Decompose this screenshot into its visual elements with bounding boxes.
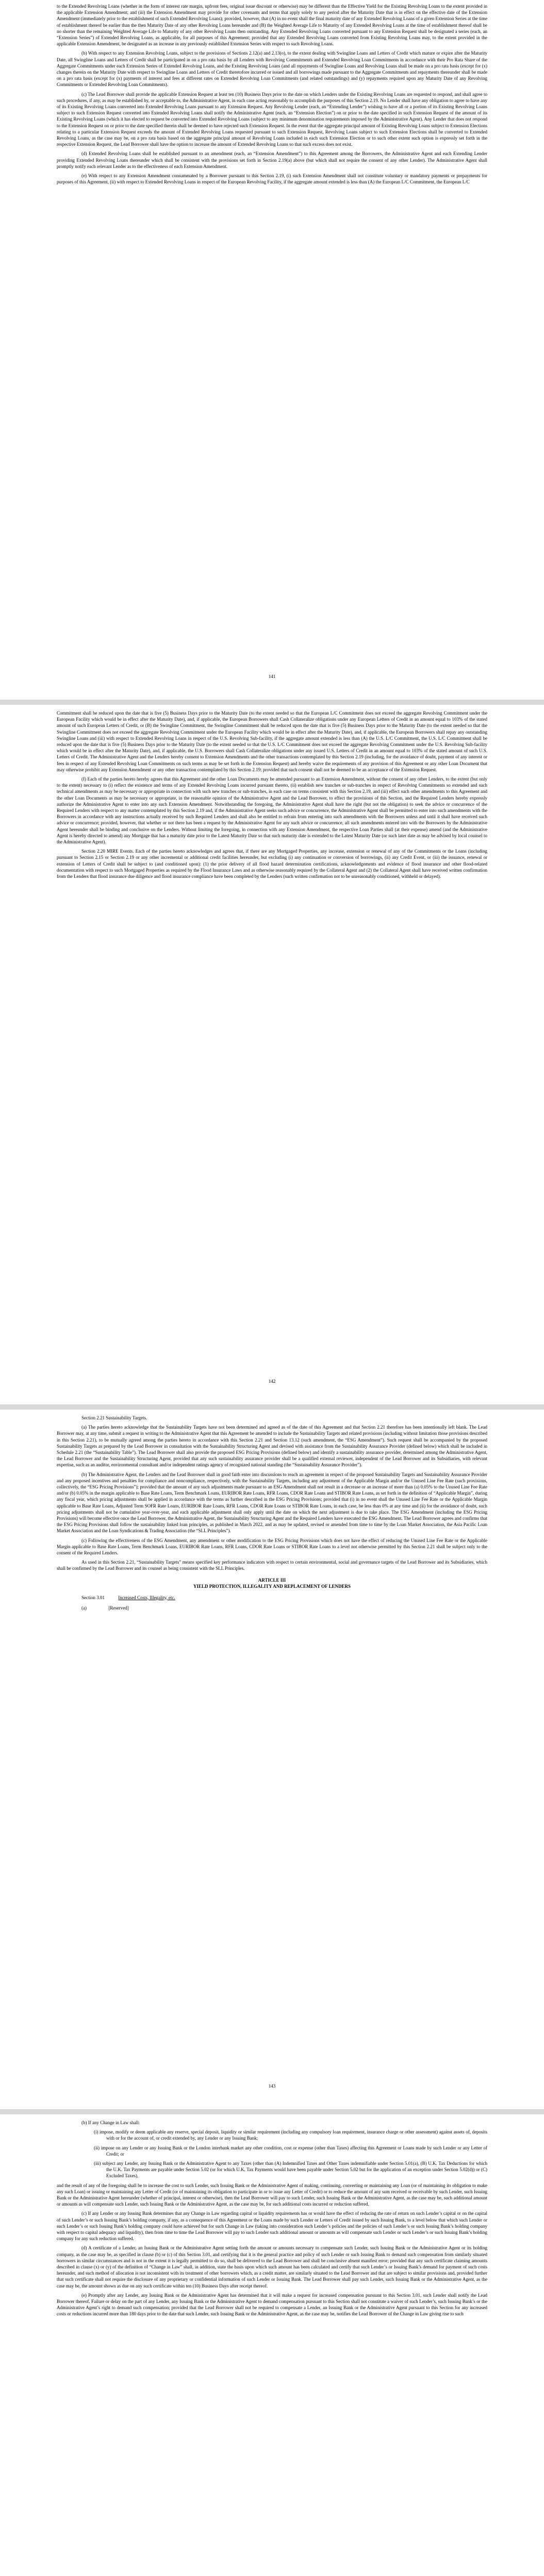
paragraph: and the result of any of the foregoing shall be to increase the cost to such Lender, such Issuing Bank or the Administrative Agent of making, continuing, converting or maintaining any Loan (or of maintaining its obligation to make any such Loan) or issuing or maintaining any Letter of Credit (or of maintaining its obligation to participate in or to issue any Letter of Credit) or to reduce the amount of any sum received or receivable by such Lender, such Issuing Bank or the Administrative Agent hereunder (whether of principal, interest or otherwise), then the Lead Borrower will pay to such Lender, such Issuing Bank or the Administrative Agent, as the case may be, such additional amount or amounts as will compensate such Lender, such Issuing Bank or the Administrative Agent, as the case may be, for such additional costs incurred or reduction suffered.: [57, 2182, 487, 2207]
clause-text: [Reserved]: [108, 1605, 129, 1611]
paragraph: (c) Following the effectiveness of the ESG Amendment, any amendment or other modification to the ESG Pricing Provisions which does not have the effect of reducing the Unused Line Fee Rate or the Applicable Margin applicable to Base Rate Loans, Term Benchmark Loans, EURIBOR Rate Loans, RFR Loans, CDOR Rate Loans or STIBOR Rate Loans to a level not otherwise permitted by this Section 2.21 shall be subject only to the consent of the Required Lenders.: [57, 1537, 487, 1556]
paragraph: (e) Promptly after any Lender, any Issuing Bank or the Administrative Agent has determined that it will make a request for increased compensation pursuant to this Section 3.01, such Lender shall notify the Lead Borrower thereof. Failure or delay on the part of any Lender, any Issuing Bank or the Administrative Agent to demand compensation pursuant to this Section shall not constitute a waiver of such Lender’s, such Issuing Bank’s or the Administrative Agent’s right to demand such compensation; provided that the Lead Borrower shall not be required to compensate a Lender, an Issuing Bank or the Administrative Agent pursuant to this Section for any increased costs or reductions incurred more than 180 days prior to the date that such Lender, such Issuing Bank or the Administrative Agent, as the case may be, notifies the Lead Borrower of the Change in Law giving rise to such: [57, 2292, 487, 2317]
paragraph: (a) The parties hereto acknowledge that the Sustainability Targets have not been determined and agreed as of the date of this Agreement and that Section 2.21 therefore has been intentionally left blank. The Lead Borrower may, at any time, submit a request in writing to the Administrative Agent that this Agreement be amended to include the Sustainability Targets and related provisions (including without limitation those provisions described in this Section 2.21), to be mutually agreed among the parties hereto in accordance with this Section 2.21 and Section 13.12 (such amendment, the “ESG Amendment”). Such request shall be accompanied by the proposed Sustainability Targets as prepared by the Lead Borrower in consultation with the Sustainability Structuring Agent and devised with assistance from the Sustainability Assurance Provider (defined below) which shall be included in Schedule 2.21 (the “Sustainability Table”). The Lead Borrower shall also provide the proposed ESG Pricing Provisions (defined below) and identify a sustainability assurance provider, determined among the Administrative Agent, the Lead Borrower and the Sustainability Structuring Agent, provided that any such sustainability assurance provider shall be a qualified external reviewer, independent of the Lead Borrower and its Subsidiaries, with relevant expertise, such as an auditor, environmental consultant and/or independent ratings agency of recognized national standing (the “Sustainability Assurance Provider”).: [57, 1425, 487, 1468]
article-subtitle: YIELD PROTECTION, ILLEGALITY AND REPLACEMENT OF LENDERS: [193, 1583, 351, 1589]
paragraph: to the Extended Revolving Loans (whether in the form of interest rate margin, upfront fees, original issue discount or otherwise) may be different than the Effective Yield for the Existing Revolving Loans to the extent provided in the applicable Extension Amendment; and (iii) the Extension Amendment may provide for other covenants and terms that apply solely to any period after the Maturity Date that is in effect on the effective date of the Extension Amendment (immediately prior to the establishment of such Extended Revolving Loans); provided, however, that (A) in no event shall the final maturity date of any Extended Revolving Loans of a given Extension Series at the time of establishment thereof be earlier than the then Maturity Date of any other Revolving Loans hereunder and (B) the Weighted Average Life to Maturity of any Extended Revolving Loans at the time of establishment thereof shall be no shorter than the remaining Weighted Average Life to Maturity of any other Revolving Loans then outstanding. Any Extended Revolving Loans converted pursuant to any Extension Request shall be designated a series (each, an “Extension Series”) of Extended Revolving Loans, as applicable, for all purposes of this Agreement; provided that any Extended Revolving Loans converted from Existing Revolving Loans may, to the extent provided in the applicable Extension Amendment, be designated as an increase in any previously established Extension Series with respect to such Revolving Loans.: [57, 4, 487, 47]
document-page: [0, 705, 544, 1404]
list-item: (ii) impose on any Lender or any Issuing Bank or the London interbank market any other condition, cost or expense (other than Taxes) affecting this Agreement or Loans made by such Lender or any Letter of Credit; or: [94, 2145, 487, 2157]
paragraph: (c) The Lead Borrower shall provide the applicable Extension Request at least ten (10) Business Days prior to the date on which Lenders under the Existing Revolving Loans are requested to respond, and shall agree to such procedures, if any, as may be established by, or acceptable to, the Administrative Agent, in each case acting reasonably to accomplish the purposes of this Section 2.19. No Lender shall have any obligation to agree to have any of its Existing Revolving Loans converted into Extended Revolving Loans pursuant to any Extension Request. Any Revolving Lender (each, an “Extending Lender”) wishing to have all or a portion of its Existing Revolving Loans subject to such Extension Request converted into Extended Revolving Loans shall notify the Administrative Agent (each, an “Extension Election”) on or prior to the date specified in such Extension Request of the amount of its Existing Revolving Loans (which it has elected to request be converted into Extended Revolving Loans (subject to any minimum denomination requirements imposed by the Administrative Agent). Any Lender that does not respond to the Extension Request on or prior to the date specified therein shall be deemed to have rejected such Extension Request. In the event that the aggregate principal amount of Existing Revolving Loans subject to Extension Elections relating to a particular Extension Request exceeds the amount of Extended Revolving Loans requested pursuant to such Extension Request, Revolving Loans subject to such Extension Elections shall be converted to Extended Revolving Loans, as the case may be, on a pro rata basis based on the aggregate principal amount of Revolving Loans included in each such Extension Election or to such other extent such option is expressly set forth in the respective Extension Request, the Lead Borrower shall have the option to increase the amount of Extended Revolving Loans so that such excess does not exist.: [57, 91, 487, 147]
paragraph: (c) If any Lender or any Issuing Bank determines that any Change in Law regarding capital or liquidity requirements has or would have the effect of reducing the rate of return on such Lender’s capital or on the capital of such Lender’s or such Issuing Bank’s holding company, if any, as a consequence of this Agreement or the Loans made by such Lender or Letters of Credit issued by such Issuing Bank, to a level below that which such Lender or such Lender’s or such Issuing Bank’s holding company could have achieved but for such Change in Law (taking into consideration such Lender’s policies and the policies of such Lender’s or such Issuing Bank’s holding company with respect to capital adequacy and liquidity), then from time to time the Lead Borrower will pay to such Lender such additional amount or amounts as will compensate such Lender or such Lender’s or such Issuing Bank’s holding company for any such reduction suffered.: [57, 2211, 487, 2242]
section-heading: [81, 1595, 487, 1601]
clause-label: (a): [81, 1605, 87, 1611]
clause-lead: (b) If any Change in Law shall:: [81, 2120, 140, 2125]
paragraph: (b) The Administrative Agent, the Lenders and the Lead Borrower shall in good faith enter into discussions to reach an agreement in respect of the proposed Sustainability Targets and Sustainability Assurance Provider and any proposed incentives and penalties for compliance and noncompliance, respectively, with the Sustainability Targets, including any adjustment of the Applicable Margin and/or the Unused Line Fee Rate (such provisions, collectively, the “ESG Pricing Provisions”); provided that the amount of any such adjustments made pursuant to an ESG Amendment shall not result in a decrease or an increase of more than (a) 0.05% to the Unused Line Fee Rate and/or (b) 0.05% in the margin applicable to Base Rate Loans, Term Benchmark Loans, EURIBOR Rate Loans, RFR Loans, CDOR Rate Loans and STIBOR Rate Loans, as set forth in the definition of “Applicable Margin”, during any fiscal year, which pricing adjustments shall be applied in accordance with the terms as further described in the ESG Pricing Provisions; provided that (i) in no event shall the Unused Line Fee Rate or the Applicable Margin applicable to Base Rate Loans, Adjusted Term SOFR Rate Loans, EURIBOR Rate Loans, RFR Loans, CDOR Rate Loans or STIBOR Rate Loans, in each case, be less than 0% at any time and (ii) for the avoidance of doubt, such pricing adjustments shall not be cumulative year-over-year, and each applicable adjustment shall only apply until the date on which the next adjustment is due to take place. The ESG Amendment (including the ESG Pricing Provisions) will become effective once the Lead Borrower, the Administrative Agent, the Sustainability Structuring Agent and the Required Lenders have executed the ESG Amendment. The Lead Borrower agrees and confirms that the ESG Pricing Provisions shall follow the sustainability linked loan principles, as published in March 2022, and as may be updated, revised or amended from time to time by the Loan Market Association, the Asia Pacific Loan Market Association and the Loan Syndications & Trading Association (the “SLL Principles”).: [57, 1471, 487, 1534]
list-item: (iii) subject any Lender, any Issuing Bank or the Administrative Agent to any Taxes (other than (A) Indemnified Taxes and Other Taxes indemnifiable under Section 5.01(a), (B) U.K. Tax Deductions for which the U.K. Tax Payments are payable under Section 5.02 (or for which U.K. Tax Payments would have been payable under Section 5.02 but for the application of an exception under Section 5.02(d)) or (C) Excluded Taxes),: [94, 2161, 487, 2179]
page-number: 143: [268, 2083, 276, 2089]
reserved-clause: [81, 1605, 487, 1611]
paragraph: (f) Each of the parties hereto hereby agrees that this Agreement and the other Loan Documents may be amended pursuant to an Extension Amendment, without the consent of any other Lenders, to the extent (but only to the extent) necessary to (i) reflect the existence and terms of any Extended Revolving Loans incurred pursuant thereto, (ii) establish new tranches or sub-tranches in respect of Revolving Commitments so extended and such technical amendments as may be necessary or appropriate in connection with such new tranches or sub-tranches, in each case on terms consistent with this Section 2.19, and (iii) effect such other amendments to this Agreement and the other Loan Documents as may be necessary or appropriate, in the reasonable opinion of the Administrative Agent and the Lead Borrower, to effect the provisions of this Section, and the Required Lenders hereby expressly authorize the Administrative Agent to enter into any such Extension Amendment. Notwithstanding the foregoing, the Administrative Agent shall have the right (but not the obligation) to seek the advice or concurrence of the Required Lenders with respect to any matter contemplated by this Section 2.19 and, if the Administrative Agent seeks such advice or concurrence, the Administrative Agent shall be permitted to enter into such amendments with the Borrowers in accordance with any instructions actually received by such Required Lenders and shall also be entitled to refrain from entering into such amendments with the Borrowers unless and until it shall have received such advice or concurrence; provided, however, that whether or not there has been a request by the Administrative Agent for any such advice or concurrence, all such amendments entered into with the Borrowers by the Administrative Agent hereunder shall be binding and conclusive on the Lenders. Without limiting the foregoing, in connection with any Extension Amendment, the respective Loan Parties shall (at their expense) amend (and the Administrative Agent is hereby directed to amend) any Mortgage that has a maturity date prior to the Latest Maturity Date so that such maturity date is extended to the Latest Maturity Date (or such later date as may be advised by local counsel to the Administrative Agent).: [57, 776, 487, 845]
paragraph: As used in this Section 2.21, “Sustainability Targets” means specified key performance indicators with respect to certain environmental, social and governance targets of the Lead Borrower and its Subsidiaries, which shall be confirmed by the Lead Borrower and its counsel as being consistent with the SLL Principles.: [57, 1560, 487, 1571]
document-page: [0, 1410, 544, 2109]
paragraph: (b) With respect to any Extension Revolving Loans, subject to the provisions of Sections 2.12(a) and 2.13(o), to the extent dealing with Swingline Loans and Letters of Credit which mature or expire after the Maturity Date, all Swingline Loans and Letters of Credit shall be participated in on a pro rata basis by all Lenders with Revolving Commitments and Extended Revolving Loan Commitments in accordance with their Pro Rata Share of the Aggregate Commitments under each Extension Series of Extended Revolving Loans, and the Existing Revolving Loans (and all repayments of Swingline Loans and Revolving Loans shall be made on a pro rata basis (except for (x) changes therein on the Maturity Date with respect to Swingline Loans and Letters of Credit theretofore incurred or issued and all borrowings made pursuant to the Aggregate Commitments and repayments thereunder shall be made on a pro rata basis (except for (x) payments of interest and fees at different rates on Extended Revolving Loan Commitments (and related outstandings) and (y) repayments required upon any Maturity Date of any Revolving Commitments or Extended Revolving Loan Commitments).: [57, 50, 487, 88]
paragraph: (d) Extended Revolving Loans shall be established pursuant to an amendment (each, an “Extension Amendment”) to this Agreement among the Borrowers, the Administrative Agent and each Extending Lender providing Extended Revolving Loans thereunder which shall be consistent with the provisions set forth in Section 2.19(a) above (but which shall not require the consent of any other Lender). The Administrative Agent shall promptly notify each relevant Lender as to the effectiveness of each Extension Amendment.: [57, 151, 487, 169]
article-title: ARTICLE III: [258, 1577, 286, 1583]
page-number: 141: [268, 674, 276, 679]
list-item: (i) impose, modify or deem applicable any reserve, special deposit, liquidity or similar requirement (including any compulsory loan requirement, insurance charge or other assessment) against assets of, deposits with or for the account of, or credit extended by, any Lender or any Issuing Bank;: [94, 2129, 487, 2141]
section-heading: Section 2.21 Sustainability Targets.: [81, 1415, 147, 1420]
paragraph: (e) With respect to any Extension Amendment consummated by a Borrower pursuant to this Section 2.19, (i) such Extension Amendment shall not constitute voluntary or mandatory payments or prepayments for purposes of this Agreement, (ii) with respect to Extended Revolving Loans in respect of the European Revolving Facility, if the aggregate amount extended is less than (A) the European L/C Commitment, the European L/C: [57, 173, 487, 185]
section-label: Section 3.01: [81, 1595, 105, 1600]
section-title: Increased Costs, Illegality, etc.: [118, 1595, 175, 1600]
document-page: [0, 0, 544, 700]
page-number: 142: [268, 1379, 276, 1384]
paragraph: (d) A certificate of a Lender, an Issuing Bank or the Administrative Agent setting forth the amount or amounts necessary to compensate such Lender, such Issuing Bank or the Administrative Agent or its holding company, as the case may be, as specified in clause (b) or (c) of this Section 3.01, and certifying that it is the general practice and policy of such Lender or such Issuing Bank to demand such compensation from similarly situated borrowers in similar circumstances and is not in the extent it is legally permitted to do so, shall be delivered to the Lead Borrower and shall be conclusive absent manifest error; provided that any such certificate claiming amounts described in clause (x) or (y) of the definition of “Change in Law” shall, in addition, state the basis upon which such amount has been calculated and certify that such Lender’s or Issuing Bank’s demand for payment of such costs hereunder, and such method of allocation is not inconsistent with its treatment of other borrowers which, as a credit matter, are similarly situated to the Lead Borrower and that are subject to similar provisions and, provided further that such certificate shall not require the disclosure of any proprietary or confidential information of such Lender or Issuing Bank. The Lead Borrower shall pay such Lender, such Issuing Bank or the Administrative Agent, as the case may be, the amount shown as due on any such certificate within ten (10) Business Days after receipt thereof.: [57, 2245, 487, 2289]
document-page: [0, 2114, 544, 2576]
paragraph: Commitment shall be reduced upon the date that is five (5) Business Days prior to the Maturity Date (to the extent needed so that the European L/C Commitment does not exceed the aggregate Revolving Commitment under the European Facility which would be in effect after the Maturity Date), and, if applicable, the European Borrowers shall Cash Collateralize obligations under any European Letters of Credit in an amount equal to 103% of the stated amount of such European Letters of Credit, or (B) the Swingline Commitment, the Swingline Commitment shall be reduced upon the date that is five (5) Business Days prior to the Maturity Date (to the extent needed so that the Swingline Commitment does not exceed the aggregate Revolving Commitment under the European Facility which would be in effect after the Maturity Date), and, if applicable, the European Borrowers shall repay any outstanding Swingline Loans and (iii) with respect to Extended Revolving Loans in respect of the U.S. Revolving Sub-facility, if the aggregate amount extended is less than (A) the U.S. L/C Commitment, the U.S. L/C Commitment shall be reduced upon the date that is five (5) Business Days prior to the Maturity Date (to the extent needed so that the U.S. L/C Commitment does not exceed the aggregate Revolving Commitment under the U.S. Revolving Sub-facility which would be in effect after the Maturity Date), and, if applicable, the U.S. Borrowers shall Cash Collateralize obligations under any issued U.S. Letters of Credit in an amount equal to 103% of the stated amount of such U.S. Letters of Credit. The Administrative Agent and the Lenders hereby consent to Extension Amendments and the other transactions contemplated by this Section 2.19 (including, for the avoidance of doubt, payment of any interest or fees in respect of any Extended Revolving Loan Commitments on such terms as may be set forth in the Extension Request) and hereby waive the requirements of any provision of this Agreement or any other Loan Document that may otherwise prohibit any Extension Amendment or any other transaction contemplated by this Section 2.19; provided that such consent shall not be deemed to be an acceptance of the Extension Request.: [57, 710, 487, 772]
paragraph: Section 2.20 MIRE Events. Each of the parties hereto acknowledges and agrees that, if there are any Mortgaged Properties, any increase, extension or renewal of any of the Commitments or the Loans (including pursuant to Section 2.15 or Section 2.19 or any other incremental or additional credit facilities hereunder, but excluding (i) any continuation or conversion of borrowings, (ii) any Credit Event, or (iii) the issuance, renewal or extension of Letters of Credit shall be subject to (and conditioned upon): (1) the prior delivery of all flood hazard determination certifications, acknowledgements and evidence of flood insurance and other flood-related documentation with respect to such Mortgaged Properties as required by the Flood Insurance Laws and as otherwise reasonably required by the Collateral Agent and (2) the Collateral Agent shall have received written confirmation from the Lenders that flood insurance due diligence and flood insurance compliance have been completed by the Lenders (such written confirmation not to be unreasonably conditioned, withheld or delayed).: [57, 849, 487, 879]
